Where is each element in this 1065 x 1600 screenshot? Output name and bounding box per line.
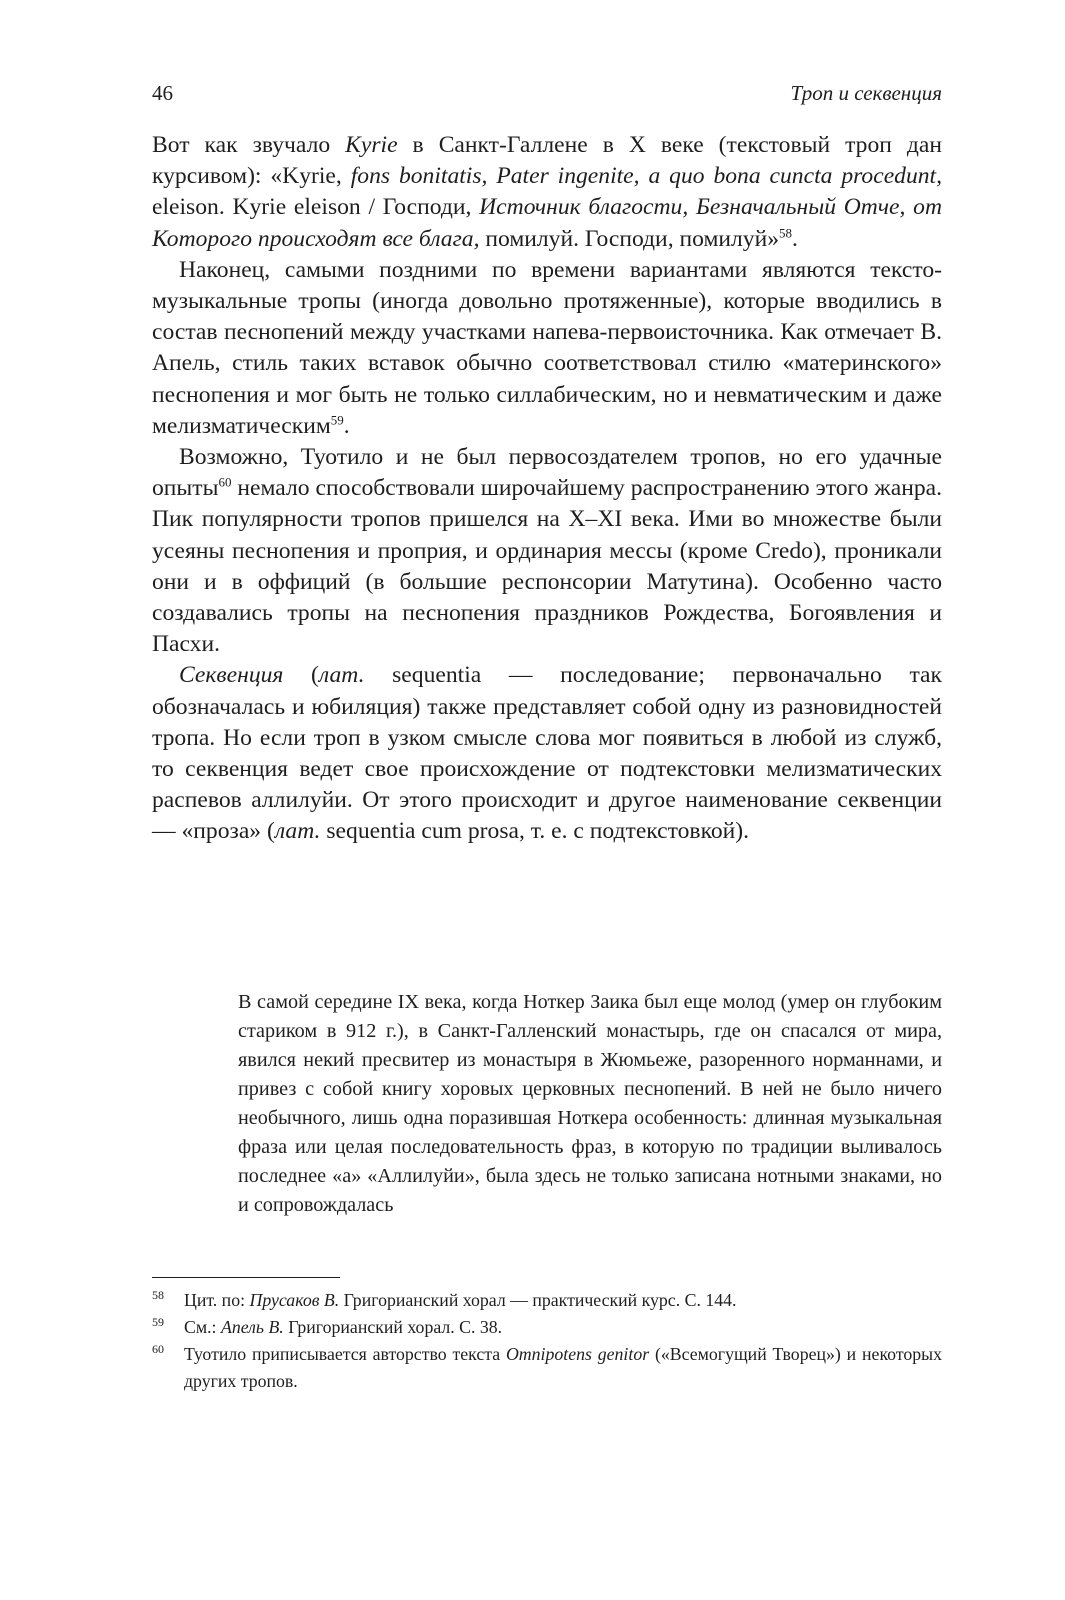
- text-run: .: [343, 412, 350, 439]
- text-run: .: [791, 225, 798, 252]
- footnote-mark: 58: [152, 1288, 164, 1302]
- italic-abbrev: лат.: [274, 818, 321, 845]
- running-head: [152, 80, 942, 110]
- text-run: Вот как звучало: [152, 132, 346, 158]
- text-run: Цит. по:: [184, 1290, 250, 1310]
- footnote-divider: [152, 1277, 340, 1278]
- text-run: Григорианский хорал. С. 38.: [283, 1317, 503, 1337]
- paragraph-tuotilo: [152, 442, 942, 660]
- text-run: помилуй. Господи, помилуй»: [479, 225, 780, 252]
- italic-abbrev: лат.: [318, 662, 365, 689]
- paragraph-kyrie-example: [152, 130, 942, 255]
- author-name: Прусаков В.: [249, 1290, 340, 1310]
- text-run: в Санкт-Галлене в X веке (текстовый троп дан курсивом): «Kyrie,: [152, 132, 943, 190]
- italic-term: Секвенция: [179, 662, 284, 689]
- text-run: См.:: [184, 1317, 221, 1337]
- footnote-mark: 60: [152, 1342, 164, 1356]
- italic-trope-translation: Источник благости, Безначальный Отче, от Которого происходят все блага,: [152, 194, 942, 252]
- text-run: sequentia — последование; первоначально так обозначалась и юбиляция) также представляет собой одну из разновидностей тропа. Но если троп в узком смысле слова мог появиться в любой из служб, то секвенция ведет свое происхождение от подтекстовки мелизматических распевов аллилуйи. От этого происходит и другое наименование секвенции — «проза» (: [152, 662, 942, 845]
- italic-trope-latin: fons bonitatis, Pater ingenite, a quo bona cuncta procedunt,: [350, 163, 943, 190]
- footnote-ref-60[interactable]: 60: [218, 474, 232, 490]
- text-run: Григорианский хорал — практический курс. С. 144.: [339, 1290, 737, 1310]
- text-run: Возможно, Туотило и не был первосоздателем тропов, но его удачные опыты: [152, 444, 942, 502]
- work-title: Omnipotens genitor: [505, 1344, 650, 1364]
- footnote-58: [152, 1287, 942, 1314]
- text-run: немало способствовали широчайшему распространению этого жанра. Пик популярности тропов пришелся на X–XI века. Ими во множестве были усеяны песнопения и проприя, и ординария мессы (кроме Credo), проникали они и в оффиций (в большие респонсории Матутина). Особенно часто создавались тропы на песнопения праздников Рождества, Богоявления и Пасхи.: [152, 475, 942, 658]
- footnote-mark: 59: [152, 1315, 164, 1329]
- footnote-59: [152, 1314, 942, 1341]
- footnote-60: [152, 1341, 942, 1395]
- footnote-ref-59[interactable]: 59: [330, 412, 344, 428]
- block-quote: В самой середине IX века, когда Ноткер Заика был еще молод (умер он глубоким стариком в 912 г.), в Санкт-Галленский монастырь, где он спасался от мира, явился некий пресвитер из монастыря в Жюмьеже, разоренного норманнами, и привез с собой книгу хоровых церковных песнопений. В ней не было ничего необычного, лишь одна поразившая Ноткера особенность: длинная музыкальная фраза или целая последовательность фраз, в которую по традиции выливалось последнее «а» «Аллилуйи», была здесь не только записана нотными знаками, но и сопровождалась: [238, 991, 942, 1216]
- text-run: Наконец, самыми поздними по времени вариантами являются тексто-музыкальные тропы (иногда довольно протяженные), которые вводились в состав песнопений между участками напева-первоисточника. Как отмечает В. Апель, стиль таких вставок обычно соответствовал стилю «материнского» песнопения и мог быть не только силлабическим, но и невматическим и даже мелизматическим: [152, 256, 942, 439]
- paragraph-sequence: [152, 660, 942, 847]
- footnote-ref-58[interactable]: 58: [779, 225, 792, 241]
- page-number: 46: [152, 81, 173, 105]
- author-name: Апель В.: [220, 1317, 284, 1337]
- text-run: Туотило приписывается авторство текста: [184, 1344, 506, 1364]
- italic-term: Kyrie: [345, 132, 398, 158]
- footnotes: [152, 1287, 942, 1395]
- text-run: sequentia cum prosa, т. е. с подтекстовкой).: [320, 818, 750, 845]
- main-text: [152, 130, 942, 848]
- running-title: Троп и секвенция: [790, 81, 942, 105]
- text-run: (: [283, 662, 319, 689]
- text-run: («Всемогущий Творец») и некоторых других тропов.: [184, 1344, 942, 1391]
- paragraph-music-tropes: [152, 255, 942, 442]
- text-run: eleison. Kyrie eleison / Господи,: [152, 194, 480, 221]
